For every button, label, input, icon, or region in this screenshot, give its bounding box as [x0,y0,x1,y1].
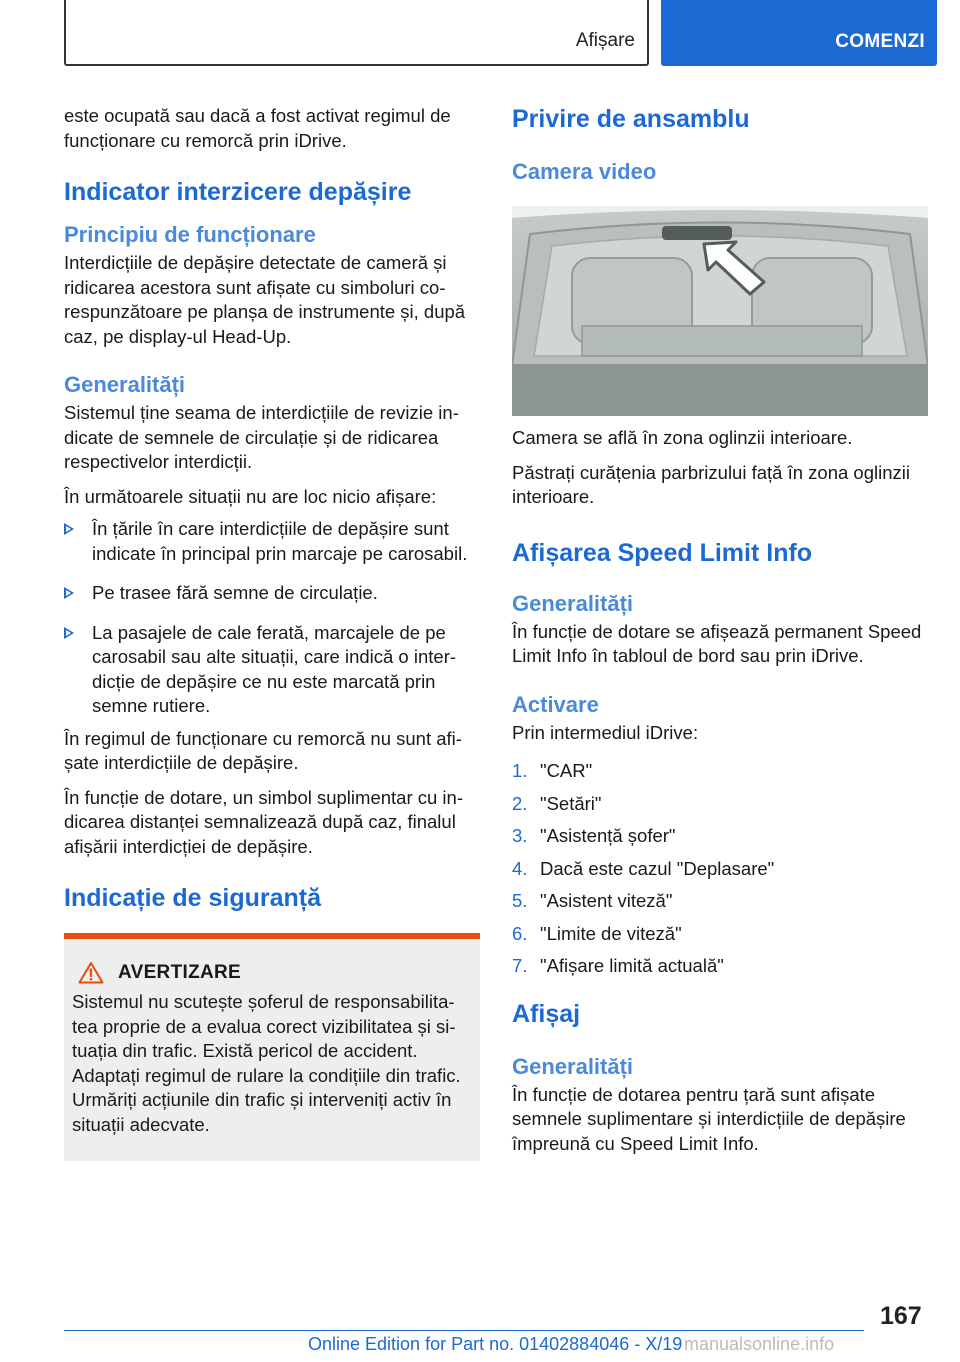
footer-divider [64,1330,864,1331]
warning-text: Sistemul nu scutește șoferul de responsabilitatea proprie de a evalua corect vizibilitatea și situația din trafic. Există pericol de accident. Adaptați regimul de rulare la condițiile din trafic. Urmăriți acțiunile din trafic și interveniți activ în situații adecvate. [72,991,461,1135]
warning-title-row [72,961,472,984]
paragraph-remorca: În regimul de funcționare cu remorcă nu sunt afișate interdicțiile de depășire. [64,727,462,773]
intro-paragraph: este ocupată sau dacă a fost activat regimul de funcționare cu remorcă prin iDrive. [64,105,451,151]
warning-title: AVERTIZARE [118,961,241,983]
heading-siguranta: Indicație de siguranță [64,884,322,912]
situations-list [64,517,480,719]
heading-privire: Privire de ansamblu [512,105,750,133]
list-item: La pasajele de cale ferată, marcajele de pe carosabil sau alte situații, care indică o interdicție de depășire ce nu este marcată prin semne rutiere. [64,621,480,719]
page-number: 167 [880,1302,922,1330]
header-section-tab [64,0,649,66]
paragraph-activare: Prin intermediul iDrive: [512,721,699,743]
heading-generalitati-left: Generalități [64,372,186,397]
heading-indicator: Indicator interzicere depășire [64,178,412,206]
camera-location-image [512,206,928,416]
warning-box [64,933,480,1161]
heading-principiu: Principiu de funcționare [64,222,316,247]
heading-afisaj: Afișaj [512,999,581,1028]
heading-speed-limit: Afișarea Speed Limit Info [512,538,813,567]
list-item: 5. "Asistent viteză" [512,890,673,911]
list-item: Pe trasee fără semne de circulație. [64,581,480,606]
heading-activare: Activare [512,691,599,717]
triangle-bullet-icon [64,523,74,535]
triangle-bullet-icon [64,627,74,639]
paragraph-dotare: În funcție de dotare, un simbol suplimentar cu indicarea distanței semnalizează după caz, finalul afișării interdicției de depășire. [64,786,463,857]
header-section-label: Afișare [575,30,635,51]
paragraph-principiu: Interdicțiile de depășire detectate de cameră și ridicarea acestora sunt afișate cu simboluri corespunzătoare pe planșa de instrumente și, după caz, pe display-ul Head-Up. [64,252,466,347]
heading-generalitati-speed: Generalități [512,590,634,616]
heading-generalitati-afisaj: Generalități [512,1053,634,1079]
paragraph-generalitati-left: Sistemul ține seama de interdicțiile de revizie indicate de semnele de circulație și de ridicarea respectivelor interdicții. [64,402,459,472]
paragraph-situatii: În următoarele situații nu are loc nicio afișare: [64,485,437,507]
header-chapter-label: COMENZI [835,31,925,52]
list-item: 7. "Afișare limită actuală" [512,955,724,976]
paragraph-speed-gen: În funcție de dotare se afișează permanent Speed Limit Info în tabloul de bord sau prin iDrive. [512,620,922,666]
heading-camera: Camera video [512,159,657,184]
header-chapter-tab[interactable] [661,0,937,66]
list-item: 3. "Asistență șofer" [512,825,676,846]
list-item: 1. "CAR" [512,760,593,781]
footer-watermark: manualsonline.info [684,1334,835,1354]
warning-triangle-icon [78,961,104,984]
list-item: 2. "Setări" [512,792,602,814]
paragraph-afisaj: În funcție de dotarea pentru țară sunt afișate semnele suplimentare și interdicțiile de depășire împreună cu Speed Limit Info. [512,1083,906,1154]
left-column [64,104,480,1161]
activation-steps [512,759,928,979]
list-item: În țările în care interdicțiile de depășire sunt indicate în principal prin marcaje pe carosabil. [64,517,480,566]
paragraph-camera-clean: Păstrați curățenia parbrizului față în zona oglinzii interioare. [512,461,910,507]
list-item: 4. Dacă este cazul "Deplasare" [512,857,775,879]
footer-edition: Online Edition for Part no. 01402884046 - X/19 [308,1334,683,1354]
right-column [512,104,928,1166]
list-item: 6. "Limite de viteză" [512,922,682,944]
triangle-bullet-icon [64,587,74,599]
paragraph-camera-loc: Camera se află în zona oglinzii interioare. [512,427,853,448]
